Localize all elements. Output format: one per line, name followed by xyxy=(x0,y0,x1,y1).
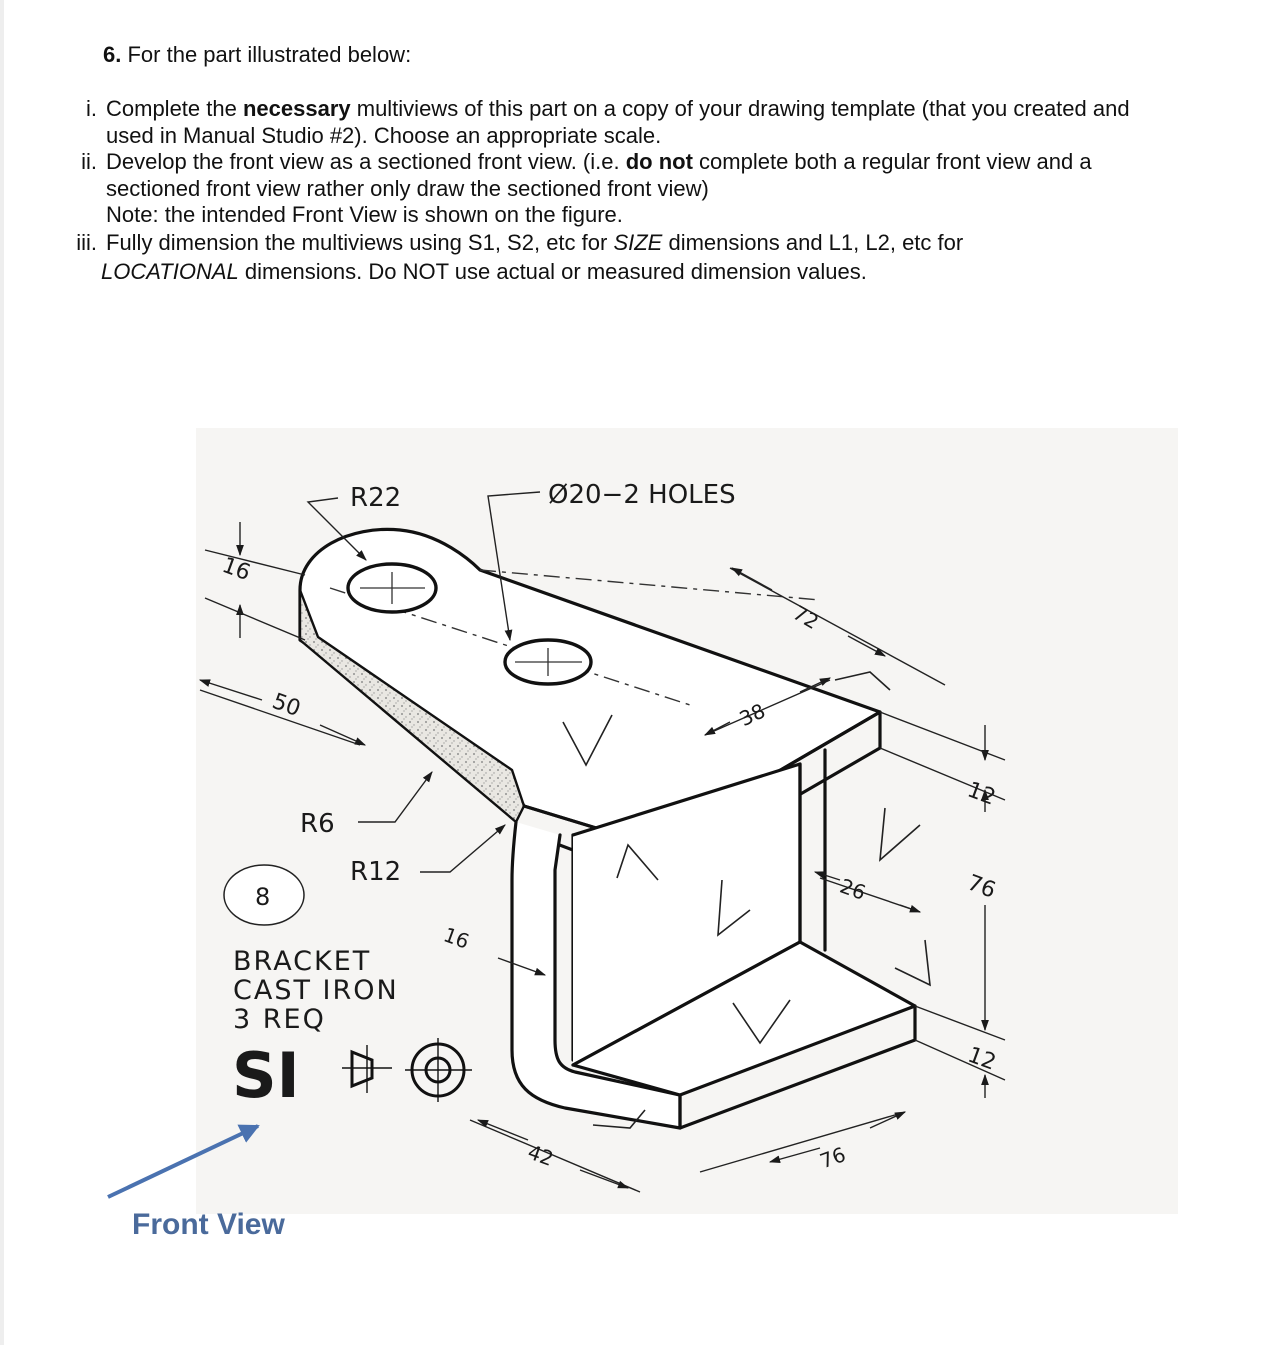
label-holes: Ø20−2 HOLES xyxy=(548,480,736,510)
label-76-bottom: 76 xyxy=(816,1142,849,1174)
front-view-arrow xyxy=(108,1126,258,1197)
label-12-top: 12 xyxy=(963,777,999,811)
text-run: Fully dimension the multiviews using S1, S2, etc for xyxy=(106,230,614,255)
bold-run: do not xyxy=(625,149,693,174)
instruction-number: ii. xyxy=(81,149,97,174)
logo-si: SI xyxy=(232,1039,300,1112)
label-42: 42 xyxy=(524,1139,557,1171)
text-run: dimensions and L1, L2, etc for xyxy=(662,230,964,255)
note-quantity: 3 REQ xyxy=(233,1004,326,1035)
instruction-number: iii. xyxy=(76,230,97,255)
question-intro: For the part illustrated below: xyxy=(127,42,412,67)
instruction-note: Note: the intended Front View is shown on the figure. xyxy=(106,202,623,227)
label-76-right: 76 xyxy=(963,870,999,904)
third-angle-symbol-icon xyxy=(342,1038,472,1102)
front-view-label: Front View xyxy=(132,1208,285,1241)
text-run: complete both a regular front view and a xyxy=(692,149,1092,174)
note-bracket: BRACKET xyxy=(233,946,372,977)
instruction-number: i. xyxy=(86,96,97,121)
label-r6: R6 xyxy=(300,809,335,839)
si-projection-logo xyxy=(232,1038,472,1112)
text-run: dimensions. Do NOT use actual or measured dimension values. xyxy=(238,259,867,284)
label-16-mid: 16 xyxy=(440,922,473,954)
sheet-number-badge xyxy=(224,865,304,925)
italic-run: SIZE xyxy=(613,230,663,255)
label-38: 38 xyxy=(735,698,769,732)
bold-run: necessary xyxy=(242,96,351,121)
label-50: 50 xyxy=(268,689,304,723)
question-number: 6. xyxy=(103,42,122,67)
instruction-line: sectioned front view rather only draw the sectioned front view) xyxy=(106,175,709,201)
note-material: CAST IRON xyxy=(233,975,399,1006)
text-run: multiviews of this part on a copy of your drawing template (that you created and xyxy=(350,96,1130,121)
label-26: 26 xyxy=(836,873,869,905)
italic-run: LOCATIONAL xyxy=(101,259,239,284)
label-16-top: 16 xyxy=(218,553,254,587)
label-72: 72 xyxy=(788,600,823,635)
text-run: Complete the xyxy=(106,96,243,121)
label-r22: R22 xyxy=(350,483,402,513)
label-12-bottom: 12 xyxy=(964,1042,1000,1076)
label-r12: R12 xyxy=(350,857,402,887)
text-run: Develop the front view as a sectioned front view. (i.e. xyxy=(106,149,626,174)
part-notes xyxy=(233,946,399,1035)
badge-number: 8 xyxy=(255,883,271,911)
instruction-line: used in Manual Studio #2). Choose an appropriate scale. xyxy=(106,122,662,148)
